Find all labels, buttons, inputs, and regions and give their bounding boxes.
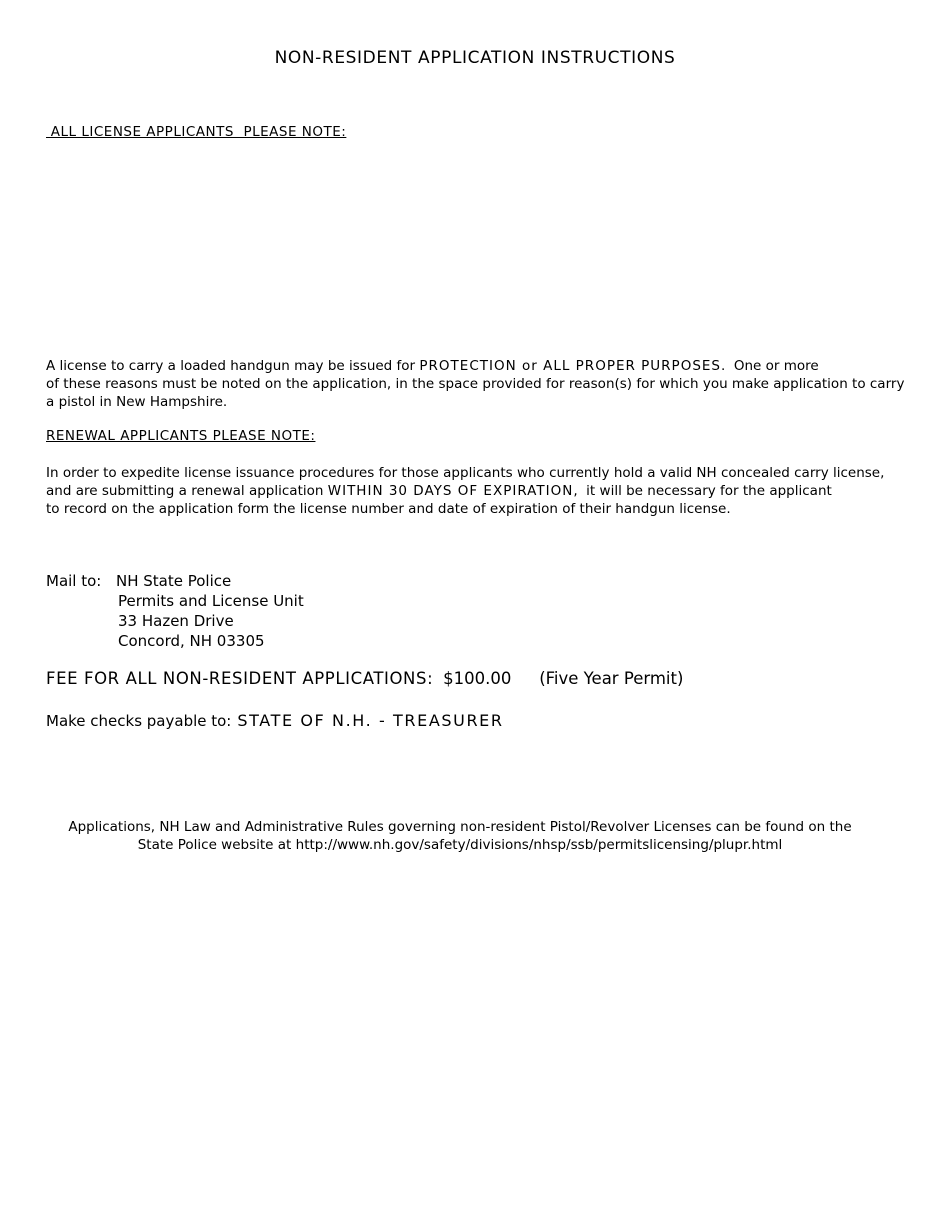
fee-line	[46, 669, 683, 688]
renewal-line-2	[46, 482, 884, 500]
all-applicants-line-2: of these reasons must be noted on the application, in the space provided for reason(s) for which you make application to carry	[46, 376, 905, 392]
all-applicants-line-1	[46, 357, 904, 375]
renewal-line-1: In order to expedite license issuance procedures for those applicants who currently hold a valid NH concealed carry license,	[46, 465, 885, 481]
payable-line	[46, 711, 504, 730]
website-note	[0, 818, 920, 854]
expiration-emphasis: WITHIN 30 DAYS OF EXPIRATION	[327, 483, 574, 499]
mail-address-line-2: Permits and License Unit	[118, 592, 304, 610]
all-applicants-heading: ALL LICENSE APPLICANTS PLEASE NOTE:	[46, 124, 347, 140]
fee-label: FEE FOR ALL NON-RESIDENT APPLICATIONS:	[46, 669, 434, 688]
mail-address-line-1: NH State Police	[116, 572, 232, 590]
all-applicants-line-1-text: A license to carry a loaded handgun may be issued for	[46, 358, 420, 374]
renewal-paragraph	[46, 464, 884, 518]
website-note-line-1: Applications, NH Law and Administrative Rules governing non-resident Pistol/Revolver Licenses can be found on the	[68, 819, 852, 835]
payable-label: Make checks payable to:	[46, 712, 232, 730]
renewal-line-2-text: and are submitting a renewal application	[46, 483, 328, 499]
page-title: NON-RESIDENT APPLICATION INSTRUCTIONS	[274, 48, 676, 68]
website-note-line-2: State Police website at http://www.nh.gov/safety/divisions/nhsp/ssb/permitslicensing/plupr.html	[137, 837, 783, 853]
payee-name: STATE OF N.H. - TREASURER	[237, 711, 504, 730]
renewal-line-2-end: , it will be necessary for the applicant	[573, 483, 832, 499]
mail-to-label: Mail to:	[46, 572, 102, 590]
all-applicants-line-1-end: . One or more	[721, 358, 819, 374]
renewal-heading: RENEWAL APPLICANTS PLEASE NOTE:	[46, 428, 316, 444]
mail-address	[116, 571, 304, 651]
fee-term: (Five Year Permit)	[539, 669, 684, 688]
mail-address-line-4: Concord, NH 03305	[118, 632, 265, 650]
mail-address-line-3: 33 Hazen Drive	[118, 612, 234, 630]
all-applicants-line-3: a pistol in New Hampshire.	[46, 394, 228, 410]
all-applicants-paragraph	[46, 357, 904, 411]
purposes-emphasis: PROTECTION or ALL PROPER PURPOSES	[419, 358, 721, 374]
fee-amount: $100.00	[443, 669, 512, 688]
renewal-line-3: to record on the application form the license number and date of expiration of their handgun license.	[46, 501, 731, 517]
